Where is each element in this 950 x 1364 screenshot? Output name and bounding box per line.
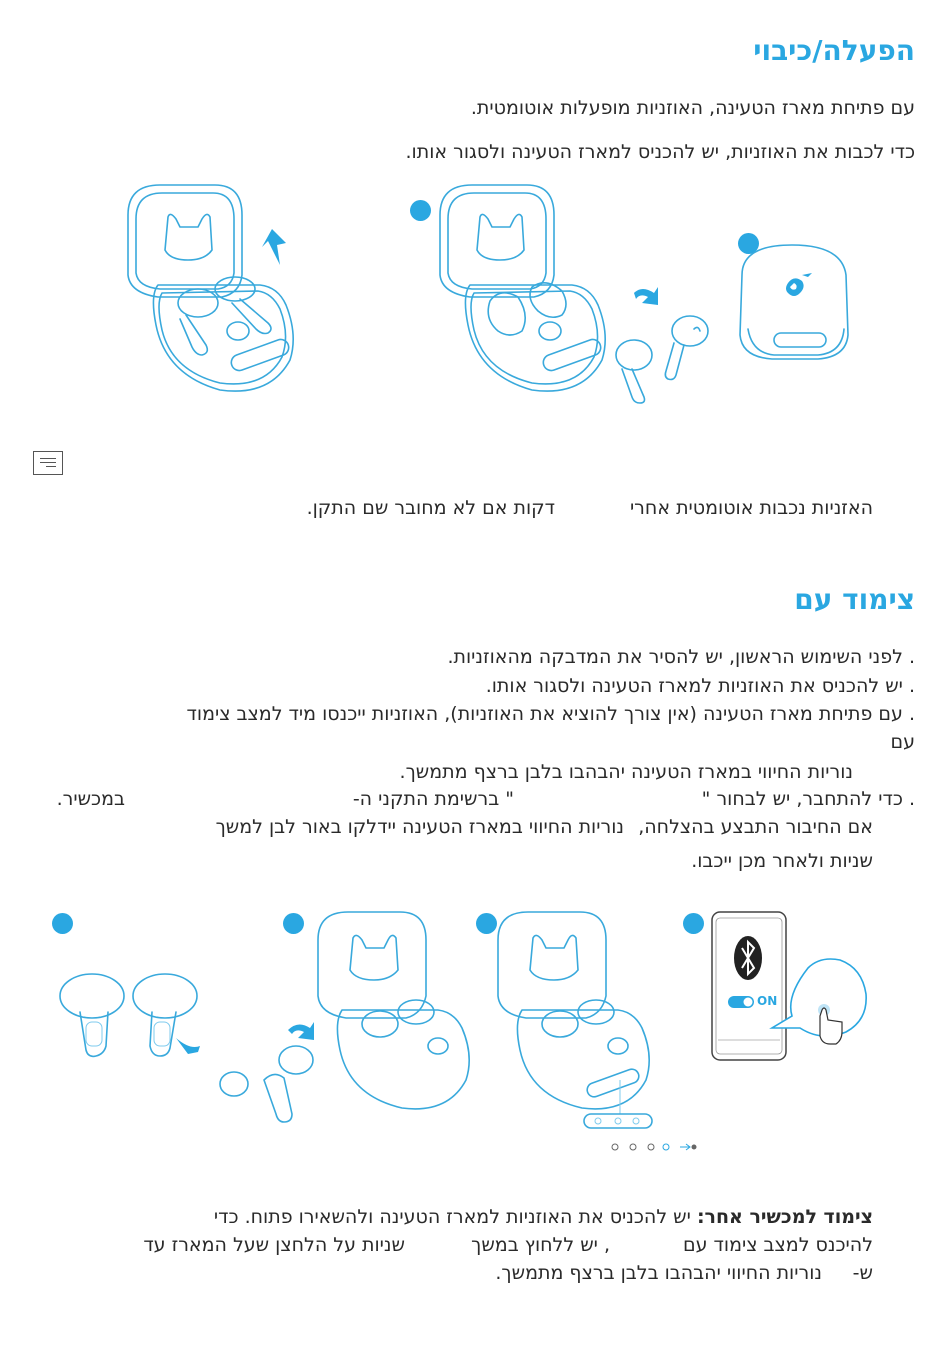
pair-section-title: צימוד עם [794, 583, 915, 616]
pair-step-4-a: . כדי להתחבר, יש לבחור " [701, 788, 915, 810]
power-line-1: עם פתיחת מארז הטעינה, האוזניות מופעלות אוטומטית. [470, 97, 915, 119]
other-device-heading: צימוד למכשיר אחר: [696, 1206, 873, 1228]
pair-step-4-b: " ברשימת התקני ה- [352, 788, 514, 810]
pair-step-1: . לפני השימוש הראשון, יש להסיר את המדבקה מהאוזניות. [447, 646, 915, 668]
other-device-line-3a: ש- [852, 1262, 873, 1284]
earbuds-sticker-illustration [60, 974, 200, 1056]
anker-logo-icon [786, 278, 804, 296]
pair-step-2: . יש להכניס את האוזניות למארז הטעינה ולסגור אותו. [485, 675, 915, 697]
up-arrow-icon [262, 229, 286, 265]
pair-step-4-c: במכשיר. [56, 788, 125, 810]
bluetooth-icon [734, 936, 762, 980]
earbuds-into-case-illustration [220, 912, 469, 1122]
pair-step-3-cont: עם [890, 731, 915, 753]
other-device-text: יש להכניס את האוזניות למארז הטעינה ולהשאירו פתוח. כדי [213, 1206, 691, 1228]
note-text-1: האזניות נכבות אוטומטית אחרי [629, 497, 873, 519]
pair-step-4-leds: נוריות החיווי במארז הטעינה יידלקו באור לבן למשך [215, 816, 624, 838]
open-case-empty-illustration [440, 185, 708, 403]
power-line-2: כדי לכבות את האוזניות, יש להכניס למארז הטעינה ולסגור אותו. [405, 141, 915, 163]
curved-arrow-icon [634, 287, 658, 305]
note-icon [33, 451, 63, 475]
pairing-illustration [40, 900, 910, 1160]
pair-step-3-leds: נוריות החיווי במארז הטעינה יהבהבו בלבן ברצף מתמשך. [399, 761, 853, 783]
phone-bluetooth-toggle-label: ON [757, 994, 778, 1008]
power-illustration [110, 175, 910, 410]
other-device-line-3b: נוריות החיווי יהבהבו בלבן ברצף מתמשך. [495, 1262, 822, 1284]
other-device-line-1 [214, 1206, 873, 1228]
pair-step-4-success: אם החיבור התבצע בהצלחה, [638, 816, 873, 838]
phone-illustration [712, 912, 866, 1060]
open-case-illustration [128, 185, 293, 391]
closed-case-illustration [740, 245, 848, 359]
curved-arrow-icon [176, 1038, 200, 1054]
pair-step-4-off: שניות ולאחר מכן ייכבו. [691, 850, 873, 872]
pair-step-3: . עם פתיחת מארז הטעינה (אין צורך להוציא את האוזניות), האוזניות ייכנסו מיד למצב צימוד [186, 703, 915, 725]
other-device-line-2b: , יש ללחוץ במשך [471, 1234, 610, 1256]
other-device-line-2c: שניות על הלחצן שעל המארז עד [143, 1234, 405, 1256]
case-leds-illustration [498, 912, 697, 1150]
other-device-line-2a: להיכנס למצב צימוד עם [683, 1234, 873, 1256]
curved-arrow-icon [288, 1022, 314, 1040]
note-text-2: דקות אם לא מחובר שם התקן. [306, 497, 555, 519]
power-section-title: הפעלה/כיבוי [753, 34, 915, 67]
